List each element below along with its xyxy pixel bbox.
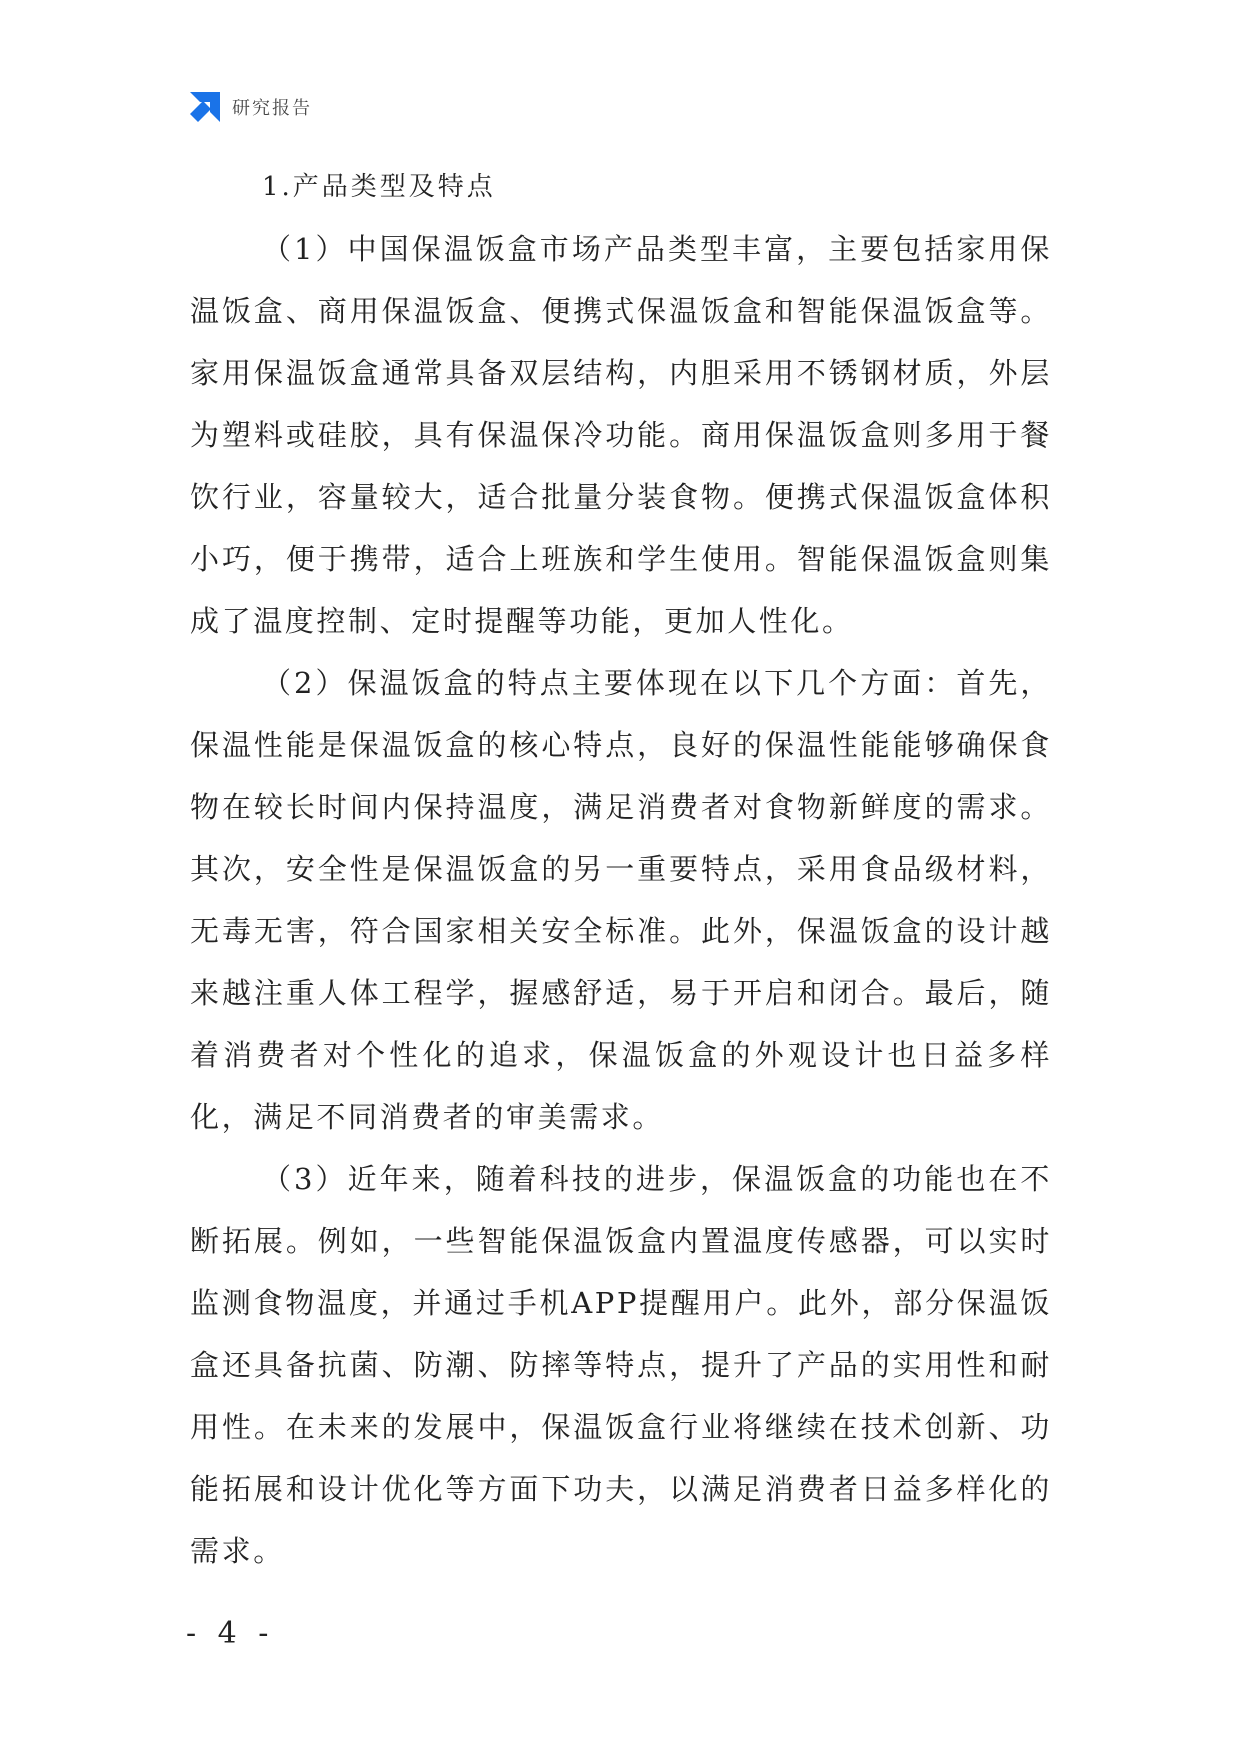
page-header	[190, 90, 312, 124]
paragraph-product-features: （2）保温饭盒的特点主要体现在以下几个方面：首先，保温性能是保温饭盒的核心特点，良好的保温性能能够确保食物在较长时间内保持温度，满足消费者对食物新鲜度的需求。其次，安全性是保温饭盒的另一重要特点，采用食品级材料，无毒无害，符合国家相关安全标准。此外，保温饭盒的设计越来越注重人体工程学，握感舒适，易于开启和闭合。最后，随着消费者对个性化的追求，保温饭盒的外观设计也日益多样化，满足不同消费者的审美需求。	[190, 666, 1052, 1134]
page-number: - 4 -	[186, 1616, 275, 1651]
paragraph-tech-development: （3）近年来，随着科技的进步，保温饭盒的功能也在不断拓展。例如，一些智能保温饭盒内置温度传感器，可以实时监测食物温度，并通过手机APP提醒用户。此外，部分保温饭盒还具备抗菌、防潮、防摔等特点，提升了产品的实用性和耐用性。在未来的发展中，保温饭盒行业将继续在技术创新、功能拓展和设计优化等方面下功夫，以满足消费者日益多样化的需求。	[190, 1162, 1052, 1568]
report-type-label: 研究报告	[232, 98, 312, 119]
document-body	[190, 156, 1052, 1582]
paragraph-product-types: （1）中国保温饭盒市场产品类型丰富，主要包括家用保温饭盒、商用保温饭盒、便携式保温饭盒和智能保温饭盒等。家用保温饭盒通常具备双层结构，内胆采用不锈钢材质，外层为塑料或硅胶，具有保温保冷功能。商用保温饭盒则多用于餐饮行业，容量较大，适合批量分装食物。便携式保温饭盒体积小巧，便于携带，适合上班族和学生使用。智能保温饭盒则集成了温度控制、定时提醒等功能，更加人性化。	[190, 232, 1052, 638]
arrow-up-right-icon	[190, 92, 220, 122]
section-heading: 1.产品类型及特点	[262, 172, 496, 202]
